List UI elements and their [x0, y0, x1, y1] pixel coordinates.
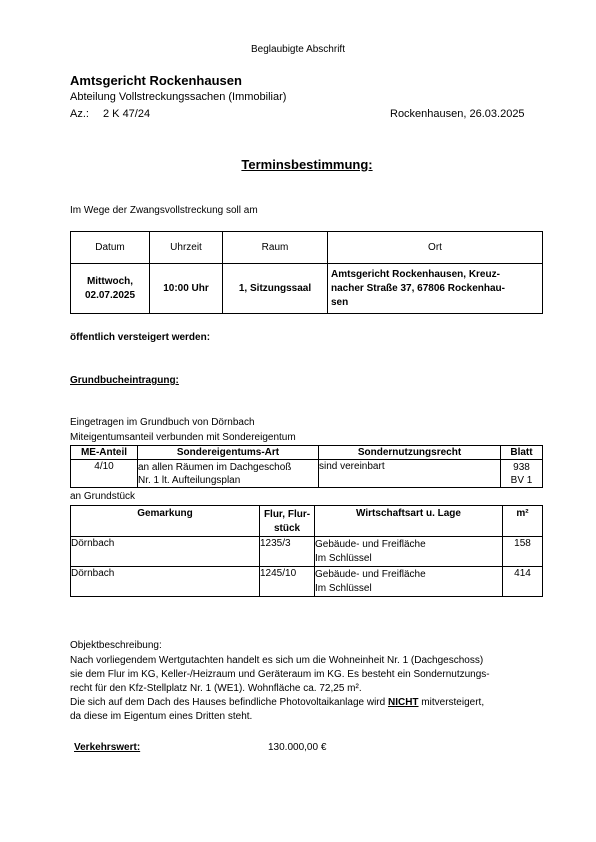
description-line-4: [70, 697, 484, 708]
usage-right: sind vereinbart: [319, 460, 501, 488]
flur-cell: 1235/3: [260, 537, 315, 567]
header-area: m²: [503, 506, 543, 537]
description-line-4-post: mitversteigert,: [418, 697, 485, 708]
az-value: 2 K 47/24: [103, 108, 151, 120]
sheet-number: 938: [513, 462, 530, 473]
gemarkung-cell: Dörnbach: [71, 567, 260, 597]
header-sheet: Blatt: [501, 446, 543, 460]
appointment-table: [70, 231, 543, 314]
header-place: Ort: [328, 232, 543, 264]
header-gemarkung: Gemarkung: [71, 506, 260, 537]
area-cell: 158: [503, 537, 543, 567]
value-amount: 130.000,00 €: [268, 742, 327, 753]
header-time: Uhrzeit: [150, 232, 223, 264]
auction-note: öffentlich versteigert werden:: [70, 332, 211, 343]
grundbuch-heading: Grundbucheintragung:: [70, 375, 179, 386]
wirtschaftsart-line-2: Im Schlüssel: [315, 583, 372, 594]
description-line-4-pre: Die sich auf dem Dach des Hauses befindliche Photovoltaikanlage wird: [70, 697, 388, 708]
appointment-place: [328, 264, 543, 314]
place-date: Rockenhausen, 26.03.2025: [390, 108, 525, 120]
header-date: Datum: [71, 232, 150, 264]
table-row: [71, 567, 543, 597]
sheet: [501, 460, 543, 488]
header-share: ME-Anteil: [71, 446, 138, 460]
wirtschaftsart-cell: [315, 537, 503, 567]
description-line-5: da diese im Eigentum eines Dritten steht.: [70, 711, 253, 722]
wirtschaftsart-cell: [315, 567, 503, 597]
header-flur-line-1: Flur, Flur-: [263, 509, 311, 520]
an-grundstueck: an Grundstück: [70, 491, 136, 502]
place-line-1: Amtsgericht Rockenhausen, Kreuz-: [331, 268, 500, 280]
header-ownership-type: Sondereigentums-Art: [138, 446, 319, 460]
area-cell: 414: [503, 567, 543, 597]
description-line-3: recht für den Kfz-Stellplatz Nr. 1 (WE1). Wohnfläche ca. 72,25 m².: [70, 683, 362, 694]
header-flur: [260, 506, 315, 537]
gemarkung-cell: Dörnbach: [71, 537, 260, 567]
wirtschaftsart-line-1: Gebäude- und Freifläche: [315, 539, 426, 550]
appointment-day: 02.07.2025: [84, 289, 136, 301]
description-line-1: Nach vorliegendem Wertgutachten handelt es sich um die Wohneinheit Nr. 1 (Dachgeschoss): [70, 655, 484, 666]
certification-note: Beglaubigte Abschrift: [251, 44, 345, 55]
az-label: Az.:: [70, 108, 89, 120]
description-not-emphasis: NICHT: [387, 697, 419, 708]
place-line-2: nacher Straße 37, 67806 Rockenhau-: [331, 282, 505, 294]
ownership-type-line-2: Nr. 1 lt. Aufteilungsplan: [138, 475, 241, 486]
document-title: Terminsbestimmung:: [241, 157, 373, 172]
description-heading: Objektbeschreibung:: [70, 640, 162, 651]
description-line-2: sie dem Flur im KG, Keller-/Heizraum und Geräteraum im KG. Es besteht ein Sondernutzungs-: [70, 669, 490, 680]
appointment-time: 10:00 Uhr: [150, 264, 223, 314]
ownership-type: [138, 460, 319, 488]
wirtschaftsart-line-2: Im Schlüssel: [315, 553, 372, 564]
court-department: Abteilung Vollstreckungssachen (Immobiliar): [70, 91, 287, 103]
appointment-weekday: Mittwoch,: [86, 275, 134, 287]
flur-cell: 1245/10: [260, 567, 315, 597]
grundbuch-line-2: Miteigentumsanteil verbunden mit Sondereigentum: [70, 432, 296, 443]
parcel-table: [70, 505, 543, 597]
header-wirtschaftsart: Wirtschaftsart u. Lage: [315, 506, 503, 537]
header-room: Raum: [223, 232, 328, 264]
court-name: Amtsgericht Rockenhausen: [70, 73, 242, 88]
intro-text: Im Wege der Zwangsvollstreckung soll am: [70, 205, 258, 216]
value-label: Verkehrswert:: [74, 742, 141, 753]
table-row: [71, 537, 543, 567]
header-usage-right: Sondernutzungsrecht: [319, 446, 501, 460]
place-line-3: sen: [331, 296, 349, 308]
grundbuch-line-1: Eingetragen im Grundbuch von Dörnbach: [70, 417, 255, 428]
wirtschaftsart-line-1: Gebäude- und Freifläche: [315, 569, 426, 580]
ownership-type-line-1: an allen Räumen im Dachgeschoß: [138, 462, 292, 473]
share-value: 4/10: [71, 460, 138, 488]
header-flur-line-2: stück: [273, 523, 301, 534]
appointment-room: 1, Sitzungssaal: [223, 264, 328, 314]
sheet-bv: BV 1: [510, 475, 533, 486]
appointment-date: [71, 264, 150, 314]
ownership-table: [70, 445, 543, 488]
